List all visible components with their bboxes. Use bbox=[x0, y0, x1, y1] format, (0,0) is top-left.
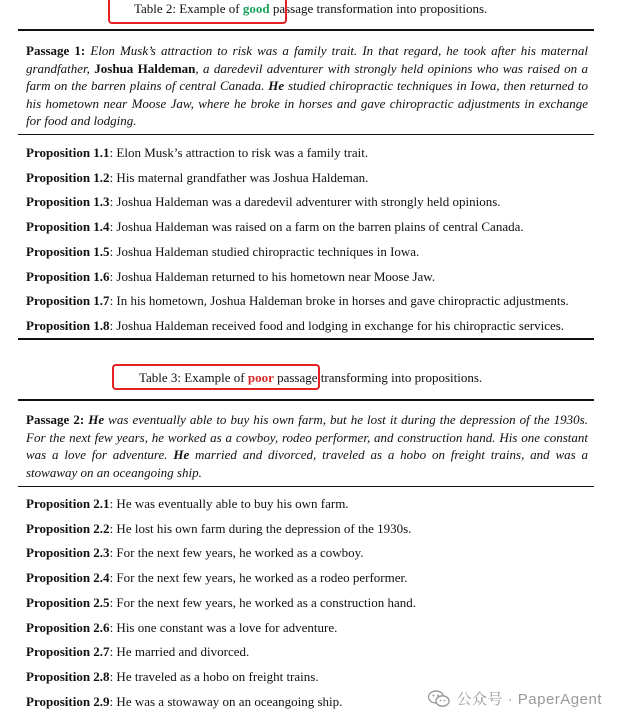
proposition-text: : Joshua Haldeman was raised on a farm on the barren plains of central Canada. bbox=[109, 219, 524, 235]
proposition-label: Proposition 2.4 bbox=[26, 570, 110, 586]
proposition-text: : For the next few years, he worked as a cowboy. bbox=[109, 545, 364, 561]
proposition-label: Proposition 2.5 bbox=[26, 594, 110, 610]
proposition-text: : He married and divorced. bbox=[109, 644, 250, 660]
wechat-icon bbox=[428, 690, 450, 708]
proposition-text: : Joshua Haldeman received food and lodging in exchange for his chiropractic services. bbox=[109, 317, 565, 333]
table2-caption-suffix: passage transformation into propositions. bbox=[269, 1, 488, 16]
passage-1 bbox=[26, 42, 588, 130]
table3-mid-rule bbox=[18, 486, 594, 487]
proposition-text: : He was eventually able to buy his own farm. bbox=[109, 496, 349, 511]
proposition-label: Proposition 1.6 bbox=[26, 268, 110, 284]
proposition-row bbox=[26, 318, 564, 334]
proposition-text: : His maternal grandfather was Joshua Haldeman. bbox=[109, 169, 369, 185]
proposition-text: : He was a stowaway on an oceangoing ship. bbox=[109, 693, 343, 709]
proposition-row bbox=[26, 194, 501, 210]
table2-mid-rule bbox=[18, 134, 594, 135]
passage-1-text-a: Elon Musk’s attraction to risk was a family trait. In that regard, he took after his maternal grandfather, bbox=[26, 43, 588, 76]
table3-top-rule bbox=[18, 399, 594, 401]
proposition-label: Proposition 1.4 bbox=[26, 219, 110, 235]
proposition-row bbox=[26, 496, 349, 512]
proposition-label: Proposition 1.3 bbox=[26, 194, 110, 210]
proposition-text: : Joshua Haldeman returned to his hometown near Moose Jaw. bbox=[109, 268, 436, 284]
proposition-row bbox=[26, 570, 407, 586]
passage-2-text-b: married and divorced, traveled as a hobo on freight trains, and was a stowaway on an oceangoing ship. bbox=[26, 447, 588, 480]
table2-bottom-rule bbox=[18, 338, 594, 340]
proposition-label: Proposition 2.3 bbox=[26, 545, 110, 561]
table2-caption-keyword: good bbox=[242, 1, 270, 16]
table2-caption-prefix: Table 2: Example of bbox=[134, 1, 243, 16]
table2-top-rule bbox=[18, 29, 594, 31]
table3-caption-suffix: passage transforming into propositions. bbox=[273, 370, 483, 385]
proposition-row bbox=[26, 521, 411, 537]
proposition-label: Proposition 1.1 bbox=[26, 145, 110, 160]
proposition-row bbox=[26, 669, 319, 685]
passage-2-text-a: was eventually able to buy his own farm, but he lost it during the depression of the 1930s. For the next few years, he worked as a cowboy, rodeo performer, and construction hand. His one constant was a love for adventure. bbox=[26, 412, 588, 463]
proposition-label: Proposition 1.2 bbox=[26, 169, 110, 185]
proposition-row bbox=[26, 145, 368, 161]
highlight-box-poor bbox=[112, 364, 320, 390]
proposition-label: Proposition 2.7 bbox=[26, 644, 110, 660]
proposition-row bbox=[26, 595, 416, 611]
proposition-label: Proposition 2.8 bbox=[26, 668, 110, 684]
passage-1-text-b: , a daredevil adventurer with strongly held opinions who was raised on a farm on the barren plains of central Canada. bbox=[26, 60, 589, 94]
proposition-label: Proposition 1.8 bbox=[26, 317, 110, 333]
table3-caption-keyword: poor bbox=[247, 370, 274, 385]
proposition-text: : Joshua Haldeman was a daredevil adventurer with strongly held opinions. bbox=[109, 194, 501, 210]
watermark-text: 公众号 · PaperAgent bbox=[456, 691, 602, 708]
passage-2-label: Passage 2: bbox=[26, 412, 85, 427]
passage-1-text-c: studied chiropractic techniques in Iowa, then returned to his hometown near Moose Jaw, where he broke in horses and gave chiropractic adjustments in exchange for food and lodging. bbox=[26, 78, 588, 129]
proposition-row bbox=[26, 644, 249, 660]
proposition-row bbox=[26, 293, 569, 309]
proposition-text: : For the next few years, he worked as a rodeo performer. bbox=[109, 570, 408, 586]
proposition-text: : Joshua Haldeman studied chiropractic techniques in Iowa. bbox=[109, 243, 420, 259]
proposition-text: : Elon Musk’s attraction to risk was a family trait. bbox=[109, 145, 369, 160]
table3-caption-prefix: Table 3: Example of bbox=[139, 370, 248, 385]
proposition-label: Proposition 1.7 bbox=[26, 293, 110, 309]
proposition-row bbox=[26, 244, 419, 260]
passage-1-he: He bbox=[268, 78, 285, 94]
proposition-label: Proposition 2.1 bbox=[26, 496, 110, 511]
watermark bbox=[428, 688, 602, 709]
passage-1-name: Joshua Haldeman bbox=[94, 60, 196, 76]
proposition-text: : His one constant was a love for adventure. bbox=[109, 619, 338, 635]
proposition-label: Proposition 2.6 bbox=[26, 619, 110, 635]
proposition-row bbox=[26, 269, 435, 285]
proposition-text: : He lost his own farm during the depression of the 1930s. bbox=[109, 520, 412, 536]
highlight-box-good bbox=[108, 0, 287, 24]
passage-2-he-2: He bbox=[173, 447, 190, 463]
proposition-label: Proposition 2.2 bbox=[26, 520, 110, 536]
proposition-row bbox=[26, 620, 337, 636]
proposition-row bbox=[26, 219, 524, 235]
proposition-row bbox=[26, 694, 342, 710]
passage-2 bbox=[26, 411, 588, 481]
proposition-row bbox=[26, 545, 364, 561]
proposition-text: : In his hometown, Joshua Haldeman broke in horses and gave chiropractic adjustments. bbox=[109, 293, 569, 309]
proposition-label: Proposition 2.9 bbox=[26, 693, 110, 709]
passage-1-label: Passage 1: bbox=[26, 43, 86, 58]
proposition-label: Proposition 1.5 bbox=[26, 243, 110, 259]
proposition-text: : He traveled as a hobo on freight trains. bbox=[109, 668, 319, 684]
proposition-row bbox=[26, 170, 368, 186]
proposition-text: : For the next few years, he worked as a construction hand. bbox=[109, 594, 417, 610]
passage-2-he-1: He bbox=[88, 412, 105, 427]
